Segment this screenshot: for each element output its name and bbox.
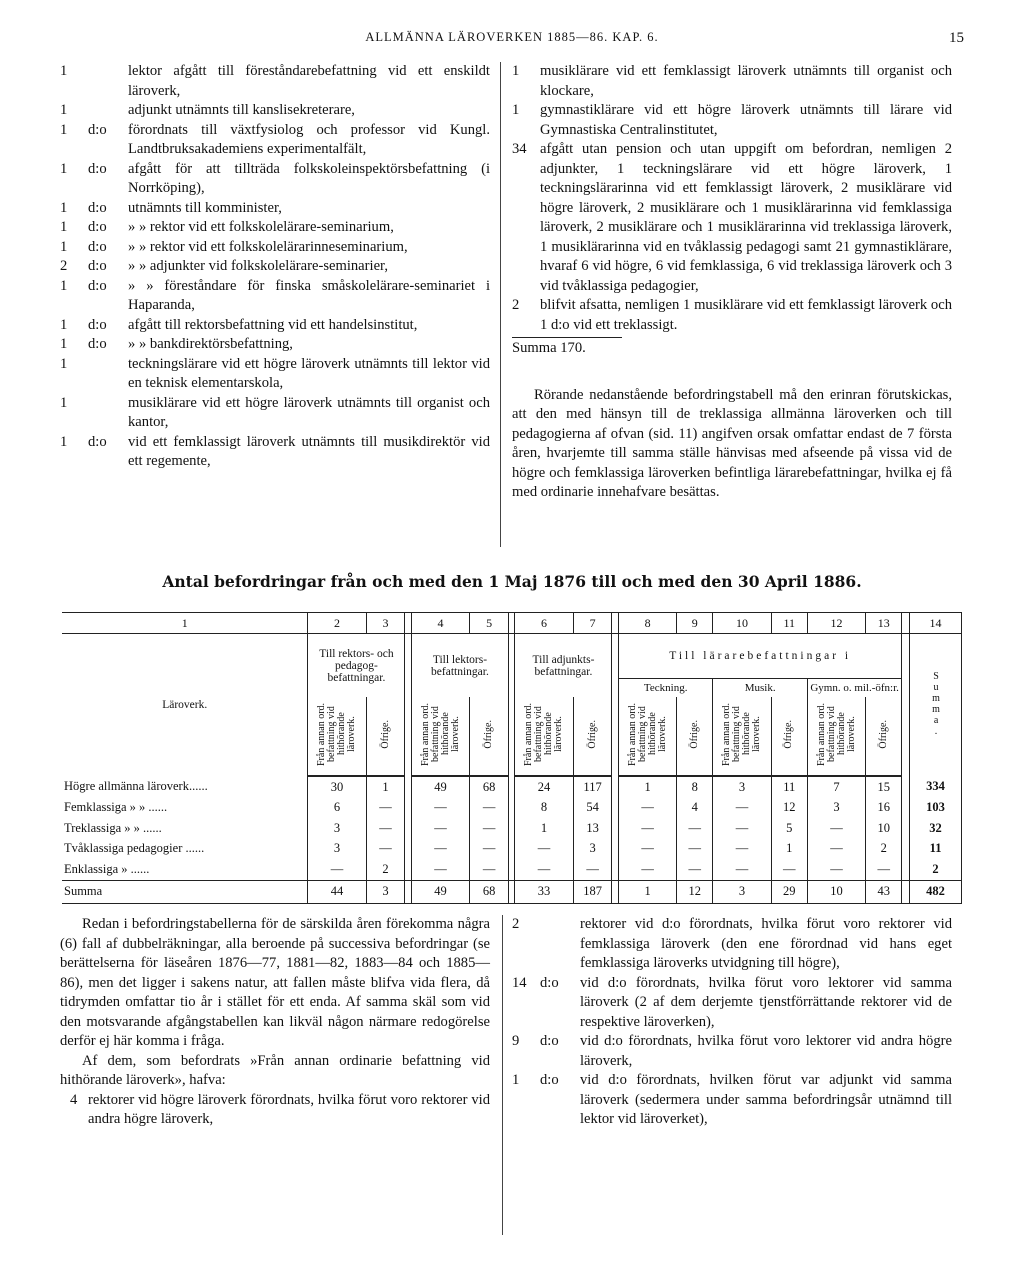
page-number: 15 <box>949 30 964 46</box>
column-number: 14 <box>910 613 962 634</box>
lower-right-column <box>512 915 952 1130</box>
table-cell: 334 <box>910 776 962 798</box>
item-unit <box>88 62 128 101</box>
table-cell: 3 <box>713 776 771 798</box>
list-item <box>512 915 952 974</box>
table-cell: 29 <box>771 880 807 903</box>
table-cell: — <box>713 818 771 839</box>
table-cell: — <box>366 798 405 819</box>
table-cell: 49 <box>411 776 469 798</box>
list-item <box>512 1071 952 1130</box>
table-cell: 8 <box>677 776 713 798</box>
item-quantity: 1 <box>512 63 520 79</box>
table-row <box>62 818 962 839</box>
list-item <box>60 121 490 160</box>
row-label-header: Läroverk. <box>62 634 308 777</box>
item-text: gymnastiklärare vid ett högre läroverk utnämnts till lärare vid Gymnastiska Centralinstitutet, <box>540 102 952 138</box>
table-cell: 68 <box>470 880 509 903</box>
vh-from-other-post: Från annan ord. befattning vid hithörande läroverk. <box>308 697 366 776</box>
table-cell: 3 <box>807 798 865 819</box>
item-quantity: 1 <box>512 102 520 118</box>
table-cell: 32 <box>910 818 962 839</box>
item-quantity: 14 <box>512 974 527 991</box>
item-quantity: 2 <box>512 297 520 313</box>
table-cell: — <box>470 859 509 880</box>
table-cell: — <box>618 839 676 860</box>
table-cell: — <box>866 859 902 880</box>
spacer-cell <box>902 776 910 798</box>
table-cell: 24 <box>515 776 573 798</box>
item-text: vid d:o förordnats, hvilken förut var adjunkt vid samma läroverk (sedermera under samma befordringsår utnämnd till lektor vid läroverket), <box>580 1072 952 1127</box>
table-cell: — <box>515 839 573 860</box>
table-cell: 12 <box>771 798 807 819</box>
table-row <box>62 859 962 880</box>
table-cell: — <box>713 839 771 860</box>
list-item <box>60 62 490 101</box>
list-item <box>512 140 952 296</box>
spacer-cell <box>902 818 910 839</box>
table-cell: — <box>470 798 509 819</box>
item-unit <box>88 355 128 394</box>
table-cell: 1 <box>618 880 676 903</box>
item-quantity: 1 <box>60 121 68 138</box>
list-item <box>512 296 952 335</box>
table-cell: 1 <box>618 776 676 798</box>
table-cell: 10 <box>807 880 865 903</box>
table-cell: 44 <box>308 880 366 903</box>
item-unit: d:o <box>88 121 107 138</box>
vh-others: Öfrige. <box>573 697 612 776</box>
vh-from-other-post: Från annan ord. befattning vid hithörande läroverk. <box>515 697 573 776</box>
item-text: afgått till rektorsbefattning vid ett handelsinstitut, <box>128 316 418 333</box>
list-item <box>512 1032 952 1071</box>
right-column <box>512 62 952 503</box>
table-cell: — <box>411 818 469 839</box>
item-unit: d:o <box>88 316 107 333</box>
item-text: blifvit afsatta, nemligen 1 musiklärare vid ett femklassigt läroverk och 1 d:o vid ett treklassigt. <box>540 297 952 333</box>
lower-paragraph-2: Af dem, som befordrats »Från annan ordinarie befattning vid hithörande läroverk», hafva: <box>60 1052 490 1088</box>
item-unit: d:o <box>88 258 107 274</box>
table-row <box>62 776 962 798</box>
item-quantity: 1 <box>60 433 68 450</box>
list-item <box>60 433 490 472</box>
item-text: musiklärare vid ett femklassigt läroverk utnämnts till organist och klockare, <box>540 63 952 99</box>
right-paragraph: Rörande nedanstående befordringstabell må den erinran förutskickas, att den med hänsyn till de treklassiga allmänna läroverken och till pedagogierna af ofvan (sid. 11) angifven orsak omfattar endast de 7 första åren, hvarjemte till samma ställe hänvisas med afseende på vissa vid de högre och femklassiga läroverken befintliga lärarebefattningar, hvilka ej få med ordinarie innehafvare besättas. <box>512 386 952 500</box>
row-label: Högre allmänna läroverk...... <box>62 776 308 798</box>
table-row <box>62 880 962 903</box>
lower-paragraph-1: Redan i befordringstabellerna för de särskilda åren förekomma några (6) fall af dubbelräkningar, alla beroende på successiva befordringar (se berättelserna för läseåren 1876—77, 1881—82, 1883—84 och 1885—86), men det ligger i sakens natur, att fallen måste blifva vida flera, då tidrymden omfattar tio år i stället för ett enda. Af samma skäl som vid den motsvarande afgångstabellen kan likväl någon närmare redogörelse derför ej här komma i fråga. <box>60 916 490 1049</box>
list-item <box>60 160 490 199</box>
group-rektor: Till rektors- och pedagog-befattningar. <box>308 634 405 698</box>
column-divider <box>500 62 501 547</box>
table-cell: — <box>713 798 771 819</box>
vh-others: Öfrige. <box>866 697 902 776</box>
table-cell: 3 <box>573 839 612 860</box>
list-item <box>60 238 490 258</box>
item-text: » » rektor vid ett folkskolelärare-seminarium, <box>128 219 394 235</box>
item-text: musiklärare vid ett högre läroverk utnämnts till organist och kantor, <box>128 394 490 430</box>
list-item <box>60 257 490 277</box>
table-cell: — <box>308 859 366 880</box>
item-quantity: 1 <box>60 219 68 235</box>
row-label: Summa <box>62 880 308 903</box>
item-text: rektorer vid d:o förordnats, hvilka förut voro rektorer vid femklassiga läroverk (den ene förordnad vid hans eget femklassiga läroverks utvidgning till högre), <box>580 916 952 971</box>
column-number: 11 <box>771 613 807 634</box>
item-text: » » bankdirektörsbefattning, <box>128 336 293 352</box>
column-number: 7 <box>573 613 612 634</box>
table-cell: 3 <box>308 839 366 860</box>
group-larare: Till lärarebefattningar i <box>618 634 901 679</box>
table-cell: 68 <box>470 776 509 798</box>
item-text: » » föreståndare för finska småskolelärare-seminariet i Haparanda, <box>128 277 490 313</box>
table-cell: 2 <box>366 859 405 880</box>
sub-musik: Musik. <box>713 679 807 698</box>
vh-from-other-post: Från annan ord. befattning vid hithörande läroverk. <box>713 697 771 776</box>
item-unit: d:o <box>88 219 107 235</box>
sub-teckning: Teckning. <box>618 679 712 698</box>
table-cell: 7 <box>807 776 865 798</box>
table-cell: 3 <box>308 818 366 839</box>
item-quantity: 1 <box>60 63 68 79</box>
item-quantity: 1 <box>60 336 68 352</box>
item-unit: d:o <box>88 433 107 450</box>
table-cell: 12 <box>677 880 713 903</box>
spacer-cell <box>902 880 910 903</box>
table-cell: 54 <box>573 798 612 819</box>
item-quantity: 1 <box>60 199 68 216</box>
item-unit <box>88 394 128 433</box>
item-unit: d:o <box>88 238 107 255</box>
item-text: adjunkt utnämnts till kanslisekreterare, <box>128 102 355 118</box>
table-cell: 11 <box>771 776 807 798</box>
summa-header: Summa. <box>910 634 962 777</box>
item-quantity: 1 <box>60 394 68 411</box>
list-item <box>512 101 952 140</box>
column-divider-lower <box>502 915 503 1235</box>
table-cell: 4 <box>677 798 713 819</box>
item-unit: d:o <box>88 160 107 177</box>
table-row <box>62 798 962 819</box>
table-cell: 3 <box>713 880 771 903</box>
row-label: Enklassiga » ...... <box>62 859 308 880</box>
vh-others: Öfrige. <box>470 697 509 776</box>
table-cell: 103 <box>910 798 962 819</box>
table-cell: 10 <box>866 818 902 839</box>
row-label: Treklassiga » » ...... <box>62 818 308 839</box>
list-item <box>60 199 490 219</box>
item-text: » » rektor vid ett folkskolelärarinneseminarium, <box>128 238 408 255</box>
item-quantity: 2 <box>512 916 520 932</box>
table-cell: — <box>771 859 807 880</box>
table-cell: — <box>618 818 676 839</box>
group-adjunkt: Till adjunkts-befattningar. <box>515 634 612 698</box>
table-title: Antal befordringar från och med den 1 Maj 1876 till och med den 30 April 1886. <box>162 572 862 591</box>
table-cell: 49 <box>411 880 469 903</box>
table-cell: 1 <box>366 776 405 798</box>
vh-from-other-post: Från annan ord. befattning vid hithörande läroverk. <box>411 697 469 776</box>
table-cell: 2 <box>910 859 962 880</box>
table-cell: — <box>618 798 676 819</box>
column-number: 5 <box>470 613 509 634</box>
table-cell: — <box>411 798 469 819</box>
item-unit <box>540 915 580 974</box>
list-item <box>60 335 490 355</box>
row-label: Femklassiga » » ...... <box>62 798 308 819</box>
table-cell: — <box>470 818 509 839</box>
item-quantity: 1 <box>60 238 68 255</box>
item-quantity: 1 <box>512 1072 520 1088</box>
table-cell: 1 <box>515 818 573 839</box>
item-quantity: 1 <box>60 102 68 118</box>
item-unit <box>88 101 128 121</box>
item-unit: d:o <box>540 974 559 991</box>
column-number: 13 <box>866 613 902 634</box>
item-text: vid d:o förordnats, hvilka förut voro lektorer vid andra högre läroverk, <box>580 1033 952 1069</box>
table-cell: — <box>807 839 865 860</box>
table-cell: — <box>677 859 713 880</box>
table-cell: 3 <box>366 880 405 903</box>
page-header-title: ALLMÄNNA LÄROVERKEN 1885—86. KAP. 6. <box>365 30 659 44</box>
item-text: » » adjunkter vid folkskolelärare-seminarier, <box>128 258 388 274</box>
item-quantity: 1 <box>60 277 68 294</box>
table-cell: 15 <box>866 776 902 798</box>
vh-others: Öfrige. <box>771 697 807 776</box>
table-cell: — <box>470 839 509 860</box>
column-number: 8 <box>618 613 676 634</box>
table-cell: 6 <box>308 798 366 819</box>
table-cell: 5 <box>771 818 807 839</box>
list-item <box>60 316 490 336</box>
item-quantity: 9 <box>512 1033 520 1049</box>
left-column <box>60 62 490 472</box>
table-cell: — <box>713 859 771 880</box>
item-quantity: 1 <box>60 355 68 372</box>
table-cell: 11 <box>910 839 962 860</box>
item-quantity: 1 <box>60 160 68 177</box>
table-cell: — <box>807 859 865 880</box>
table-cell: 2 <box>866 839 902 860</box>
column-number: 3 <box>366 613 405 634</box>
vh-others: Öfrige. <box>677 697 713 776</box>
item-unit: d:o <box>88 199 107 216</box>
table-cell: 117 <box>573 776 612 798</box>
table-cell: — <box>411 859 469 880</box>
table-cell: 16 <box>866 798 902 819</box>
lower-left-column <box>60 915 490 1130</box>
table-cell: — <box>515 859 573 880</box>
table-cell: — <box>807 818 865 839</box>
column-number: 2 <box>308 613 366 634</box>
item-text: lektor afgått till föreståndarebefattning vid ett enskildt läroverk, <box>128 63 490 99</box>
item-unit: d:o <box>88 336 107 352</box>
table-cell: — <box>677 839 713 860</box>
summa-text: Summa 170. <box>512 337 622 359</box>
column-number: 10 <box>713 613 771 634</box>
table-cell: 13 <box>573 818 612 839</box>
spacer-cell <box>902 859 910 880</box>
table-cell: 1 <box>771 839 807 860</box>
list-item <box>512 62 952 101</box>
table-cell: 187 <box>573 880 612 903</box>
table-cell: 482 <box>910 880 962 903</box>
table-cell: — <box>573 859 612 880</box>
item-text: afgått för att tillträda folkskoleinspektörsbefattning (i Norrköping), <box>128 160 490 196</box>
item-text: utnämnts till komminister, <box>128 199 282 216</box>
list-item <box>60 101 490 121</box>
list-item <box>60 277 490 316</box>
spacer-cell <box>902 798 910 819</box>
column-number: 6 <box>515 613 573 634</box>
vh-from-other-post: Från annan ord. befattning vid hithörande läroverk. <box>807 697 865 776</box>
table-cell: — <box>366 839 405 860</box>
table-cell: 43 <box>866 880 902 903</box>
vh-from-other-post: Från annan ord. befattning vid hithörande läroverk. <box>618 697 676 776</box>
item-text: vid ett femklassigt läroverk utnämnts till musikdirektör vid ett regemente, <box>128 433 490 469</box>
item-text: förordnats till växtfysiolog och professor vid Kungl. Landtbruksakademiens experimentalfält, <box>128 121 490 157</box>
promotion-table <box>62 612 962 904</box>
table-cell: 8 <box>515 798 573 819</box>
item-quantity: 34 <box>512 141 527 157</box>
item-quantity: 2 <box>60 258 68 274</box>
table-cell: — <box>411 839 469 860</box>
item-text: afgått utan pension och utan uppgift om befordran, nemligen 2 adjunkter, 1 teckningslärare vid ett högre läroverk, 1 teckningslärarinna vid ett femklassigt läroverk, 2 musiklärare vid högre läroverk, 2 musiklärare och 1 musiklärarinna vid femklassiga läroverk, 2 musiklärare och 1 musiklärarinna vid treklassiga läroverk, 1 musiklärarinna vid en tvåklassig pedagogi samt 21 gymnastiklärare, hvaraf 6 vid högre, 6 vid femklassiga, 6 vid treklassiga läroverk och 3 vid tvåklassiga pedagogier, <box>540 141 952 294</box>
group-lektor: Till lektors-befattningar. <box>411 634 508 698</box>
column-number: 4 <box>411 613 469 634</box>
table-cell: — <box>677 818 713 839</box>
column-number: 12 <box>807 613 865 634</box>
column-number: 9 <box>677 613 713 634</box>
spacer-cell <box>902 839 910 860</box>
vh-others: Öfrige. <box>366 697 405 776</box>
item-unit: d:o <box>88 277 107 294</box>
list-item: 4 rektorer vid högre läroverk förordnats, hvilka förut voro rektorer vid andra högre läroverk, <box>70 1091 490 1127</box>
table-cell: 33 <box>515 880 573 903</box>
list-item <box>60 355 490 394</box>
item-quantity: 1 <box>60 316 68 333</box>
table-cell: — <box>618 859 676 880</box>
column-number: 1 <box>62 613 308 634</box>
table-cell: 30 <box>308 776 366 798</box>
list-item <box>60 218 490 238</box>
sub-gymn: Gymn. o. mil.-öfn:r. <box>807 679 901 698</box>
item-text: vid d:o förordnats, hvilka förut voro lektorer vid samma läroverk (2 af dem derjemte tjenstförrättande rektorer vid de respektive läroverken), <box>580 974 952 1030</box>
table-cell: — <box>366 818 405 839</box>
list-item <box>60 394 490 433</box>
item-unit: d:o <box>540 1072 559 1088</box>
row-label: Tvåklassiga pedagogier ...... <box>62 839 308 860</box>
item-unit: d:o <box>540 1033 559 1049</box>
item-text: teckningslärare vid ett högre läroverk utnämnts till lektor vid en teknisk elementarskola, <box>128 355 490 391</box>
list-item <box>512 974 952 1033</box>
table-row <box>62 839 962 860</box>
spacer-cell <box>902 613 910 634</box>
